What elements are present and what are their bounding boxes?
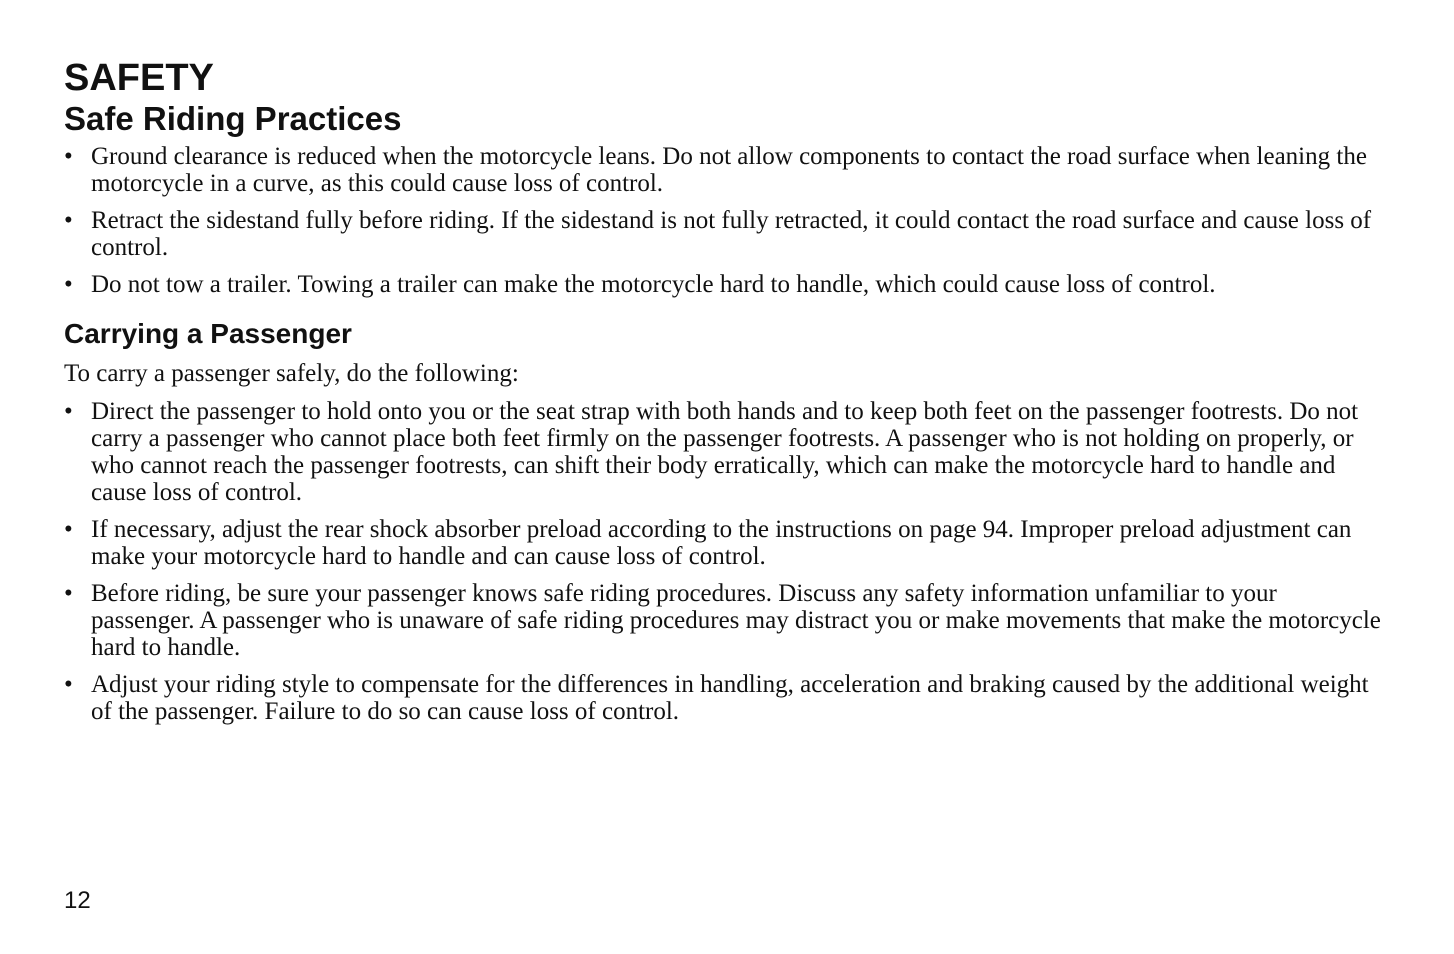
list-item: • Before riding, be sure your passenger knows safe riding procedures. Discuss any safety information unfamiliar to your passenger. A passenger who is unaware of safe riding procedures may distract you or make movements that make the motorcycle hard to handle. (64, 580, 1384, 661)
passenger-list (64, 398, 1384, 725)
list-item: • Adjust your riding style to compensate for the differences in handling, acceleration and braking caused by the additional weight of the passenger. Failure to do so can cause loss of control. (64, 671, 1384, 725)
page-content (64, 56, 1384, 735)
list-item: • Ground clearance is reduced when the motorcycle leans. Do not allow components to contact the road surface when leaning the motorcycle in a curve, as this could cause loss of control. (64, 143, 1384, 197)
section-title: SAFETY (64, 57, 214, 99)
passenger-heading: Carrying a Passenger (64, 318, 352, 349)
page-number: 12 (64, 887, 91, 914)
list-item: • Do not tow a trailer. Towing a trailer can make the motorcycle hard to handle, which could cause loss of control. (64, 271, 1384, 298)
list-item: • Direct the passenger to hold onto you or the seat strap with both hands and to keep both feet on the passenger footrests. Do not carry a passenger who cannot place both feet firmly on the passenger footrests. A passenger who is not holding on properly, or who cannot reach the passenger footrests, can shift their body erratically, which can make the motorcycle hard to handle and cause loss of control. (64, 398, 1384, 506)
list-item: • If necessary, adjust the rear shock absorber preload according to the instructions on page 94. Improper preload adjustment can make your motorcycle hard to handle and can cause loss of control. (64, 516, 1384, 570)
list-item: • Retract the sidestand fully before riding. If the sidestand is not fully retracted, it could contact the road surface and cause loss of control. (64, 207, 1384, 261)
subsection-title: Safe Riding Practices (64, 100, 402, 137)
safe-riding-list (64, 143, 1384, 298)
passenger-intro: To carry a passenger safely, do the following: (64, 360, 519, 387)
